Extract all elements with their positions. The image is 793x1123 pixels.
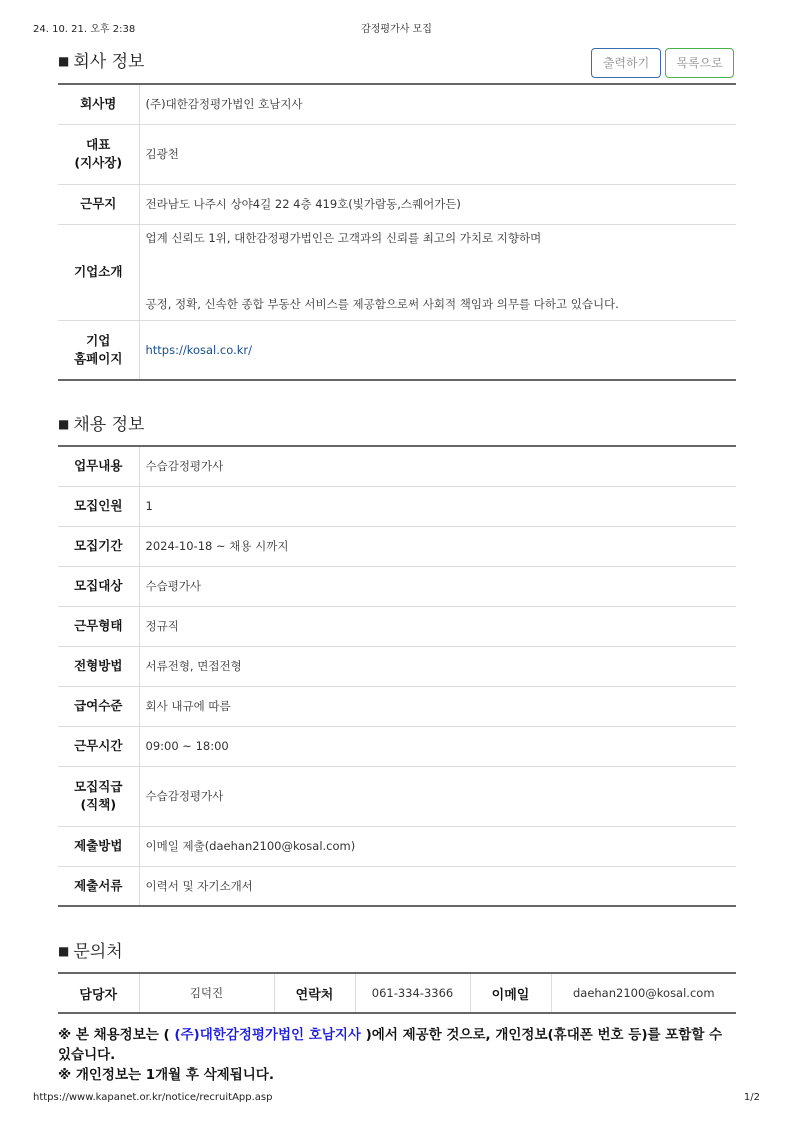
table-row xyxy=(58,224,736,320)
row-label: 모집대상 xyxy=(58,566,139,606)
row-label: 근무지 xyxy=(58,184,139,224)
privacy-notice xyxy=(58,1025,736,1085)
homepage-link[interactable]: https://kosal.co.kr/ xyxy=(145,342,252,357)
recruit-section-title: ■ 채용 정보 xyxy=(58,415,145,435)
table-row xyxy=(58,686,736,726)
square-bullet-icon: ■ xyxy=(58,54,70,68)
square-bullet-icon: ■ xyxy=(58,417,70,431)
row-label: 근무형태 xyxy=(58,606,139,646)
contact-table xyxy=(58,972,736,1014)
row-label: 모집인원 xyxy=(58,486,139,526)
table-row xyxy=(58,973,736,1013)
table-row xyxy=(58,184,736,224)
row-label: 제출서류 xyxy=(58,866,139,906)
row-value: 수습감정평가사 xyxy=(139,446,736,486)
company-name-value: (주)대한감정평가법인 호남지사 xyxy=(139,84,736,124)
row-label: 기업 홈페이지 xyxy=(58,320,139,380)
print-button[interactable]: 출력하기 xyxy=(591,48,661,78)
row-value: 수습평가사 xyxy=(139,566,736,606)
row-value: 서류전형, 면접전형 xyxy=(139,646,736,686)
square-bullet-icon: ■ xyxy=(58,944,70,958)
table-row xyxy=(58,84,736,124)
print-url: https://www.kapanet.or.kr/notice/recruitApp.asp xyxy=(33,1092,273,1103)
table-row xyxy=(58,606,736,646)
list-button[interactable]: 목록으로 xyxy=(665,48,734,78)
row-value: 이메일 제출(daehan2100@kosal.com) xyxy=(139,826,736,866)
row-value: 2024-10-18 ~ 채용 시까지 xyxy=(139,526,736,566)
recruit-info-table xyxy=(58,445,736,907)
row-value: 회사 내규에 따름 xyxy=(139,686,736,726)
row-value: 09:00 ~ 18:00 xyxy=(139,726,736,766)
row-label: 업무내용 xyxy=(58,446,139,486)
manager-value: 김덕진 xyxy=(139,973,274,1013)
email-value: daehan2100@kosal.com xyxy=(572,986,715,1000)
row-value: 이력서 및 자기소개서 xyxy=(145,878,253,893)
row-label: 제출방법 xyxy=(58,826,139,866)
row-label: 급여수준 xyxy=(58,686,139,726)
row-value: 정규직 xyxy=(139,606,736,646)
table-row xyxy=(58,826,736,866)
notice-line-1: ※ 본 채용정보는 ( (주)대한감정평가법인 호남지사 )에서 제공한 것으로, 개인정보(휴대폰 번호 등)를 포함할 수 있습니다. xyxy=(58,1027,723,1063)
row-value: 1 xyxy=(139,486,736,526)
row-label: 회사명 xyxy=(58,84,139,124)
intro-line-1: 업계 신뢰도 1위, 대한감정평가법인은 고객과의 신뢰를 최고의 가치로 지향하며 xyxy=(145,230,542,245)
table-row xyxy=(58,766,736,826)
print-footer xyxy=(33,1092,760,1106)
table-row xyxy=(58,486,736,526)
print-header xyxy=(33,20,760,36)
row-value: 수습감정평가사 xyxy=(139,766,736,826)
location-value: 전라남도 나주시 상야4길 22 4층 419호(빛가람동,스퀘어가든) xyxy=(139,184,736,224)
intro-value xyxy=(139,224,736,320)
row-label: 대표 (지사장) xyxy=(58,124,139,184)
email-label: 이메일 xyxy=(470,973,551,1013)
row-label: 전형방법 xyxy=(58,646,139,686)
homepage-cell xyxy=(139,320,736,380)
print-title: 감정평가사 모집 xyxy=(361,24,432,35)
table-row xyxy=(58,446,736,486)
row-label: 기업소개 xyxy=(58,224,139,320)
company-info-table xyxy=(58,83,736,381)
phone-value: 061-334-3366 xyxy=(355,973,470,1013)
table-row xyxy=(58,866,736,906)
table-row xyxy=(58,526,736,566)
intro-line-2: 공정, 정확, 신속한 종합 부동산 서비스를 제공함으로써 사회적 책임과 의무를 다하고 있습니다. xyxy=(145,296,619,311)
page-number: 1/2 xyxy=(743,1092,760,1103)
notice-line-2: ※ 개인정보는 1개월 후 삭제됩니다. xyxy=(58,1067,274,1083)
row-label: 모집기간 xyxy=(58,526,139,566)
notice-company: (주)대한감정평가법인 호남지사 xyxy=(174,1027,361,1043)
phone-label: 연락처 xyxy=(274,973,355,1013)
print-date: 24. 10. 21. 오후 2:38 xyxy=(33,24,136,35)
ceo-value: 김광천 xyxy=(139,124,736,184)
table-row xyxy=(58,646,736,686)
contact-section-title: ■ 문의처 xyxy=(58,942,123,962)
table-row xyxy=(58,726,736,766)
company-section-title: ■ 회사 정보 xyxy=(58,52,145,72)
table-row xyxy=(58,320,736,380)
table-row xyxy=(58,124,736,184)
row-label: 근무시간 xyxy=(58,726,139,766)
row-label: 모집직급 (직책) xyxy=(58,766,139,826)
table-row xyxy=(58,566,736,606)
manager-label: 담당자 xyxy=(58,973,139,1013)
